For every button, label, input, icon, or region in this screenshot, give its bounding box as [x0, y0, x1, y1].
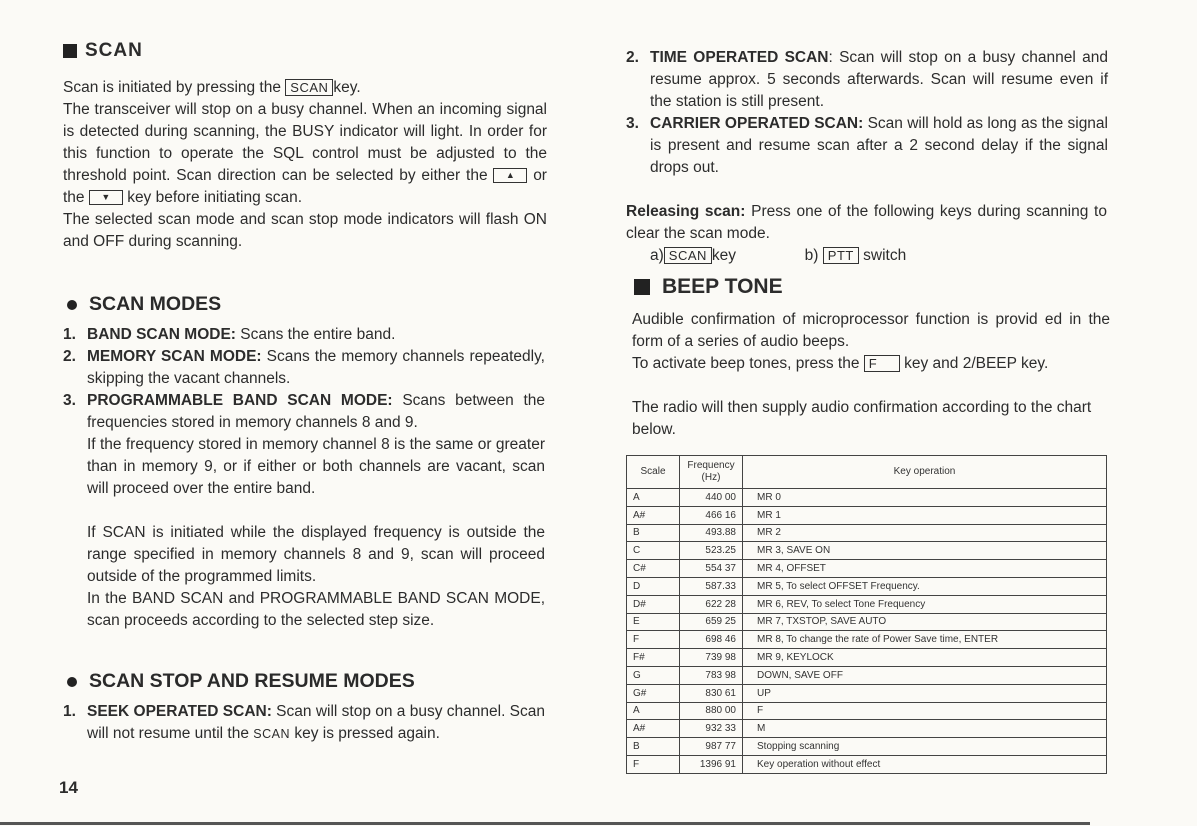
- scale-cell: A: [627, 702, 680, 720]
- scan-key: SCAN: [664, 247, 712, 264]
- key-operation-cell: DOWN, SAVE OFF: [743, 666, 1107, 684]
- beep-paragraph-3: The radio will then supply audio confirmation according to the chart below.: [632, 399, 1092, 438]
- frequency-cell: 493.88: [680, 524, 743, 542]
- beep-tone-chart: [626, 455, 1107, 774]
- key-operation-cell: MR 9, KEYLOCK: [743, 649, 1107, 667]
- frequency-cell: 783 98: [680, 666, 743, 684]
- scale-cell: F: [627, 631, 680, 649]
- key-operation-cell: MR 6, REV, To select Tone Frequency: [743, 595, 1107, 613]
- frequency-cell: 830 61: [680, 684, 743, 702]
- up-arrow-key-icon: ▲: [493, 168, 527, 183]
- key-operation-cell: M: [743, 720, 1107, 738]
- frequency-cell: 440 00: [680, 489, 743, 507]
- frequency-cell: 987 77: [680, 738, 743, 756]
- frequency-cell: 932 33: [680, 720, 743, 738]
- releasing-scan-paragraph: Releasing scan: Press one of the following keys during scanning to clear the scan mode.: [626, 203, 1107, 242]
- scale-cell: G: [627, 666, 680, 684]
- scan-modes-heading: SCAN MODES: [67, 293, 221, 316]
- key-operation-cell: F: [743, 702, 1107, 720]
- key-operation-cell: MR 7, TXSTOP, SAVE AUTO: [743, 613, 1107, 631]
- down-arrow-key-icon: ▼: [89, 190, 123, 205]
- scan-stop-resume-heading: SCAN STOP AND RESUME MODES: [67, 670, 415, 693]
- key-operation-cell: UP: [743, 684, 1107, 702]
- scale-cell: D#: [627, 595, 680, 613]
- key-operation-cell: MR 4, OFFSET: [743, 560, 1107, 578]
- key-operation-cell: Key operation without effect: [743, 755, 1107, 773]
- table-row: [627, 755, 1107, 773]
- f-key: F: [864, 355, 900, 372]
- frequency-cell: 466 16: [680, 506, 743, 524]
- scan-section-heading: SCAN: [63, 40, 143, 62]
- round-bullet-icon: [67, 300, 77, 310]
- table-row: [627, 684, 1107, 702]
- frequency-cell: 523.25: [680, 542, 743, 560]
- key-operation-cell: MR 8, To change the rate of Power Save time, ENTER: [743, 631, 1107, 649]
- header-scale: Scale: [627, 456, 680, 489]
- round-bullet-icon: [67, 677, 77, 687]
- scale-cell: B: [627, 524, 680, 542]
- frequency-cell: 622 28: [680, 595, 743, 613]
- table-row: [627, 666, 1107, 684]
- header-frequency: Frequency (Hz): [680, 456, 743, 489]
- table-row: [627, 738, 1107, 756]
- mode-item-2: 2. MEMORY SCAN MODE: Scans the memory channels repeatedly, skipping the vacant channels.: [63, 348, 545, 387]
- table-row: [627, 649, 1107, 667]
- beep-tone-heading: BEEP TONE: [634, 275, 783, 299]
- key-operation-cell: Stopping scanning: [743, 738, 1107, 756]
- table-row: [627, 489, 1107, 507]
- scale-cell: F: [627, 755, 680, 773]
- scan-key: SCAN: [285, 79, 333, 96]
- scale-cell: G#: [627, 684, 680, 702]
- square-bullet-icon: [634, 279, 650, 295]
- table-row: [627, 542, 1107, 560]
- page-number: 14: [59, 778, 78, 797]
- scan-outside-range-paragraph: If SCAN is initiated while the displayed frequency is outside the range specified in memory channels 8 and 9, scan will proceed outside of the programmed limits.: [87, 524, 545, 585]
- frequency-cell: 587.33: [680, 577, 743, 595]
- scale-cell: C#: [627, 560, 680, 578]
- scale-cell: A: [627, 489, 680, 507]
- scale-cell: A#: [627, 506, 680, 524]
- table-row: [627, 524, 1107, 542]
- table-row: [627, 506, 1107, 524]
- frequency-cell: 659 25: [680, 613, 743, 631]
- table-row: [627, 631, 1107, 649]
- scale-cell: B: [627, 738, 680, 756]
- ptt-key: PTT: [823, 247, 859, 264]
- table-header-row: [627, 456, 1107, 489]
- table-row: [627, 560, 1107, 578]
- step-size-paragraph: In the BAND SCAN and PROGRAMMABLE BAND SCAN MODE, scan proceeds according to the selected step size.: [87, 590, 545, 629]
- beep-paragraph-1: Audible confirmation of microprocessor function is provid ed in the form of a series of audio beeps.: [632, 311, 1110, 350]
- scale-cell: D: [627, 577, 680, 595]
- table-row: [627, 702, 1107, 720]
- frequency-cell: 1396 91: [680, 755, 743, 773]
- scale-cell: A#: [627, 720, 680, 738]
- mode-item-3: 3. PROGRAMMABLE BAND SCAN MODE: Scans between the frequencies stored in memory channels 8 and 9. If the frequency stored in memory channel 8 is the same or greater than in memory 9, or if either or both channels are vacant, scan will proceed over the entire band.: [63, 390, 545, 500]
- beep-paragraph-2: To activate beep tones, press the F key and 2/BEEP key.: [632, 355, 1049, 372]
- scan-intro: Scan is initiated by pressing the SCAN key. The transceiver will stop on a busy channel. When an incoming signal is detected during scanning, the BUSY indicator will light. In order for this function to operate the SQL control must be adjusted to the threshold point. Scan direction can be selected by either the ▲ or the ▼ key before initiating scan. The selected scan mode and scan stop mode indicators will flash ON and OFF during scanning.: [63, 79, 547, 250]
- key-operation-cell: MR 1: [743, 506, 1107, 524]
- header-key-operation: Key operation: [743, 456, 1107, 489]
- key-operation-cell: MR 0: [743, 489, 1107, 507]
- table-row: [627, 613, 1107, 631]
- key-operation-cell: MR 3, SAVE ON: [743, 542, 1107, 560]
- time-operated-scan-item: 2. TIME OPERATED SCAN: Scan will stop on a busy channel and resume approx. 5 seconds afterwards. Scan will resume even if the station is still present.: [626, 49, 1109, 110]
- frequency-cell: 698 46: [680, 631, 743, 649]
- release-keys-line: a) SCAN key b) PTT switch: [650, 247, 907, 264]
- seek-operated-scan-item: 1. SEEK OPERATED SCAN: Scan will stop on a busy channel. Scan will not resume until the SCAN key is pressed again.: [63, 703, 546, 742]
- scale-cell: C: [627, 542, 680, 560]
- mode-item-1: 1. BAND SCAN MODE: Scans the entire band.: [63, 326, 396, 343]
- scale-cell: E: [627, 613, 680, 631]
- square-bullet-icon: [63, 44, 77, 58]
- frequency-cell: 739 98: [680, 649, 743, 667]
- table-row: [627, 595, 1107, 613]
- table-row: [627, 577, 1107, 595]
- bottom-rule: [0, 822, 1090, 825]
- frequency-cell: 554 37: [680, 560, 743, 578]
- carrier-operated-scan-item: 3. CARRIER OPERATED SCAN: Scan will hold as long as the signal is present and resume scan after a 2 second delay if the signal drops out.: [626, 115, 1108, 176]
- key-operation-cell: MR 5, To select OFFSET Frequency.: [743, 577, 1107, 595]
- table-row: [627, 720, 1107, 738]
- mode-3-note: If the frequency stored in memory channel 8 is the same or greater than in memory 9, or if either or both channels are vacant, scan will proceed over the entire band.: [87, 436, 545, 497]
- frequency-cell: 880 00: [680, 702, 743, 720]
- key-operation-cell: MR 2: [743, 524, 1107, 542]
- scale-cell: F#: [627, 649, 680, 667]
